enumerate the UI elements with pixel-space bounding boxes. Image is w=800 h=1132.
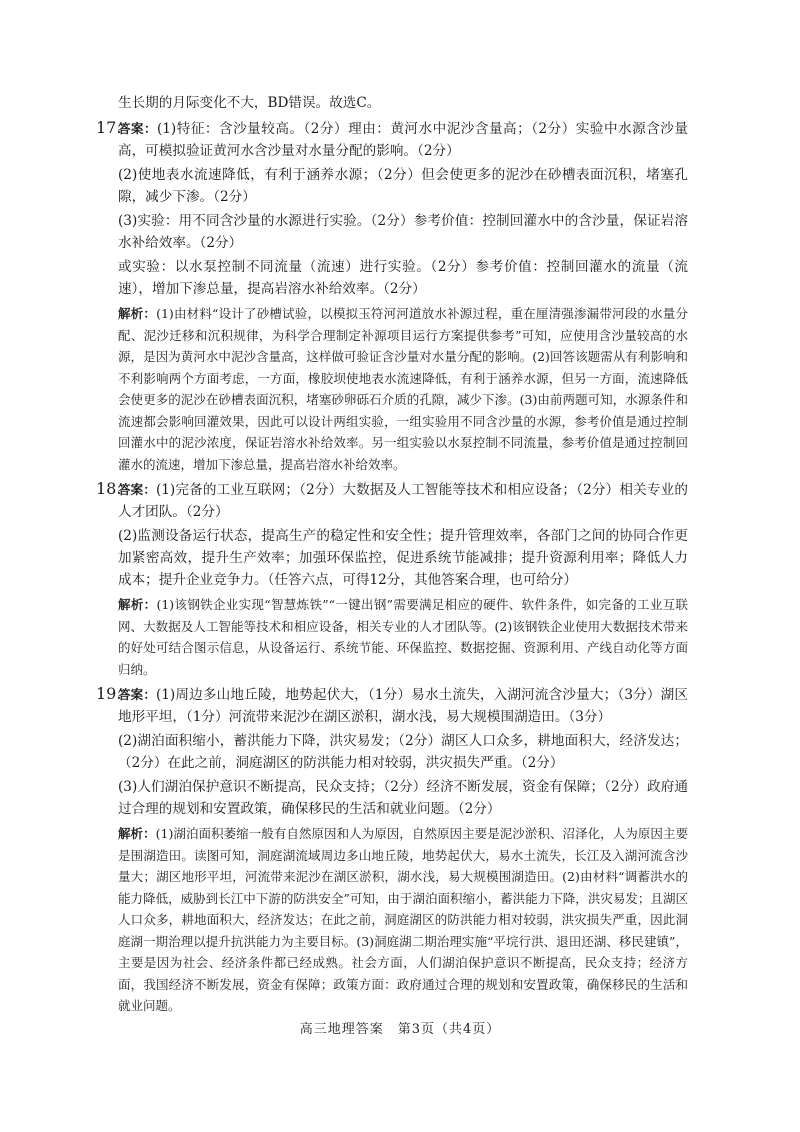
analysis-label: 解析：: [118, 597, 157, 612]
answer-part: 答案：(1)特征：含沙量较高。（2分）理由：黄河水中泥沙含量高；（2分）实验中水源含沙量高，可模拟验证黄河水含沙量对水量分配的影响。（2分）: [118, 121, 688, 159]
answer-block: [96, 684, 688, 728]
answer-part: (2)湖泊面积缩小，蓄洪能力下降，洪灾易发；（2分）湖区人口众多，耕地面积大，经济发达；（2分）在此之前，洞庭湖区的防洪能力相对较弱，洪灾损失严重。（2分）: [118, 733, 688, 771]
analysis-text: 解析：(1)由材料“设计了砂槽试验，以模拟玉符河河道放水补源过程，重在厘清强渗漏带河段的水量分配、泥沙迁移和沉积规律，为科学合理制定补源项目运行方案提供参考”可知，应使用含沙量较高的水源，是因为黄河水中泥沙含量高，这样做可验证含沙量对水量分配的影响。(2)回答该题需从有利影响和不利影响两个方面考虑，一方面，橡胶坝使地表水流速降低，有利于涵养水源，但另一方面，流速降低会使更多的泥沙在砂槽表面沉积，堵塞砂卵砾石介质的孔隙，减少下渗。(3)由前两题可知，水源条件和流速都会影响回灌效果，因此可以设计两组实验，一组实验用不同含沙量的水源，参考价值是通过控制回灌水中的泥沙浓度，保证岩溶水补给效率。另一组实验以水泵控制不同流量，参考价值是通过控制回灌水的流速，增加下渗总量，提高岩溶水补给效率。: [118, 306, 688, 472]
answer-part: 答案：(1)完备的工业互联网；（2分）大数据及人工智能等技术和相应设备；（2分）相关专业的人才团队。（2分）: [118, 482, 688, 520]
analysis-label: 解析：: [118, 306, 157, 321]
question-19: [96, 684, 688, 1017]
question-number: 17.: [96, 118, 122, 137]
analysis-text: 解析：(1)湖泊面积萎缩一般有自然原因和人为原因，自然原因主要是泥沙淤积、沼泽化，人为原因主要是围湖造田。读图可知，洞庭湖流域周边多山地丘陵，地势起伏大，易水土流失，长江及入湖河流含沙量大；湖区地形平坦，河流带来泥沙在湖区淤积，湖水浅，易大规模围湖造田。(2)由材料“调蓄洪水的能力降低，威胁到长江中下游的防洪安全”可知，由于湖泊面积缩小，蓄洪能力下降，洪灾易发；且湖区人口众多，耕地面积大，经济发达；在此之前，洞庭湖区的防洪能力相对较弱，洪灾损失严重，因此洞庭湖一期治理以提升抗洪能力为主要目标。(3)洞庭湖二期治理实施“平垸行洪、退田还湖、移民建镇”，主要是因为社会、经济条件都已经成熟。社会方面，人们湖泊保护意识不断提高，民众支持；经济方面，我国经济不断发展，资金有保障；政策方面：政府通过合理的规划和安置政策，确保移民的生活和就业问题。: [118, 826, 688, 1013]
page-footer: 高三地理答案 第3页（共4页）: [299, 1022, 501, 1037]
answer-block: [96, 479, 688, 523]
answer-part: (3)实验：用不同含沙量的水源进行实验。（2分）参考价值：控制回灌水中的含沙量，保证岩溶水补给效率。（2分）: [118, 213, 688, 251]
question-number: 19.: [96, 684, 122, 703]
question-number: 18.: [96, 479, 122, 498]
answer-label: 答案：: [118, 482, 156, 497]
answer-part: (3)人们湖泊保护意识不断提高，民众支持；（2分）经济不断发展，资金有保障；（2分）政府通过合理的规划和安置政策，确保移民的生活和就业问题。（2分）: [118, 779, 688, 817]
answer-block: [96, 118, 688, 162]
question-18: [96, 479, 688, 680]
answer-part: (2)使地表水流速降低，有利于涵养水源；（2分）但会使更多的泥沙在砂槽表面沉积，堵塞孔隙，减少下渗。（2分）: [118, 167, 688, 205]
answer-part: 或实验：以水泵控制不同流量（流速）进行实验。（2分）参考价值：控制回灌水的流量（流速），增加下渗总量，提高岩溶水补给效率。（2分）: [118, 259, 688, 297]
question-17: [96, 118, 688, 475]
answer-label: 答案：: [118, 687, 156, 702]
answer-content: [96, 92, 688, 1017]
analysis-text: 解析：(1)该钢铁企业实现“智慧炼铁”“一键出钢”需要满足相应的硬件、软件条件，如完备的工业互联网、大数据及人工智能等技术和相应设备，相关专业的人才团队等。(2)该钢铁企业使用大数据技术带来的好处可结合图示信息，从设备运行、系统节能、环保监控、数据挖掘、资源利用、产线自动化等方面归纳。: [118, 597, 688, 677]
answer-part: 答案：(1)周边多山地丘陵，地势起伏大，（1分）易水土流失，入湖河流含沙量大；（3分）湖区地形平坦，（1分）河流带来泥沙在湖区淤积，湖水浅，易大规模围湖造田。（3分）: [118, 687, 688, 725]
answer-label: 答案：: [118, 121, 157, 136]
answer-part: (2)监测设备运行状态，提高生产的稳定性和安全性；提升管理效率，各部门之间的协同合作更加紧密高效，提升生产效率；加强环保监控，促进系统节能减排；提升资源利用率；降低人力成本；提升企业竞争力。（任答六点，可得12分，其他答案合理，也可给分）: [118, 528, 688, 588]
intro-line: 生长期的月际变化不大，BD错误。故选C。: [118, 95, 381, 111]
analysis-label: 解析：: [118, 826, 156, 841]
